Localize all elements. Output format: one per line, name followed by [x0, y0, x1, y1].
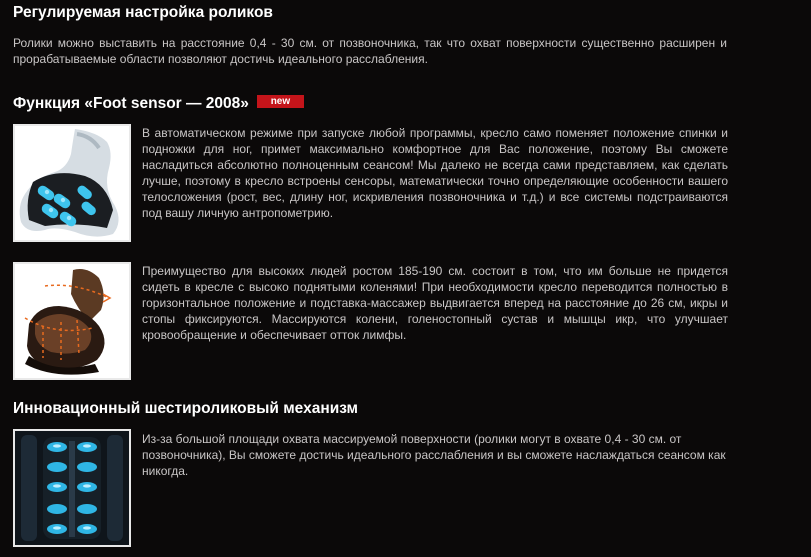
six-roller-mechanism-image: [13, 429, 131, 547]
foot-sensor-text-2: Преимущество для высоких людей ростом 185-190 см. состоит в том, что им больше не придется сидеть в кресле с высоко поднятыми коленями! При необходимости кресло переводится полностью в горизонтальное положение и подставка-массажер выдвигается вперед на расстояние до 26 см, икры и стопы фиксируются. Массируются колени, голеностопный сустав и мышцы икр, что улучшает кровообращение и обеспечивает отток лимфы.: [142, 264, 728, 342]
section-title-six-roller: Инновационный шестироликовый механизм: [13, 400, 359, 417]
section-title-foot-sensor: [13, 95, 304, 113]
section-title-rollers: Регулируемая настройка роликов: [13, 4, 273, 21]
new-badge: new: [257, 95, 304, 108]
six-roller-text: Из-за большой площади охвата массируемой поверхности (ролики могут в охвате 0,4 - 30 см. от позвоночника), Вы сможете достичь идеального расслабления и вы сможете наслаждаться сеансом как никогда.: [142, 432, 726, 478]
foot-sensor-text-1: В автоматическом режиме при запуске любой программы, кресло само поменяет положение спинки и подножки для ног, примет максимально комфортное для Вас положение, поэтому Вы сможете насладиться абсолютно полноценным сеансом! Мы далеко не всегда сами представляем, как сделать лучше, поэтому в кресло встроены сенсоры, математически точно определяющие особенности вашего телосложения (рост, вес, длину ног, искривления позвоночника и т.д.) и все системы подстраиваются под вашу личную антропометрию.: [142, 126, 728, 220]
foot-massager-image: [13, 124, 131, 242]
foot-sensor-title-text: Функция «Foot sensor — 2008»: [13, 95, 249, 112]
section-text-rollers: Ролики можно выставить на расстояние 0,4 - 30 см. от позвоночника, так что охват поверхности существенно расширен и прорабатываемые области позволяют достичь идеального расслабления.: [13, 36, 727, 66]
leg-extension-image: [13, 262, 131, 380]
